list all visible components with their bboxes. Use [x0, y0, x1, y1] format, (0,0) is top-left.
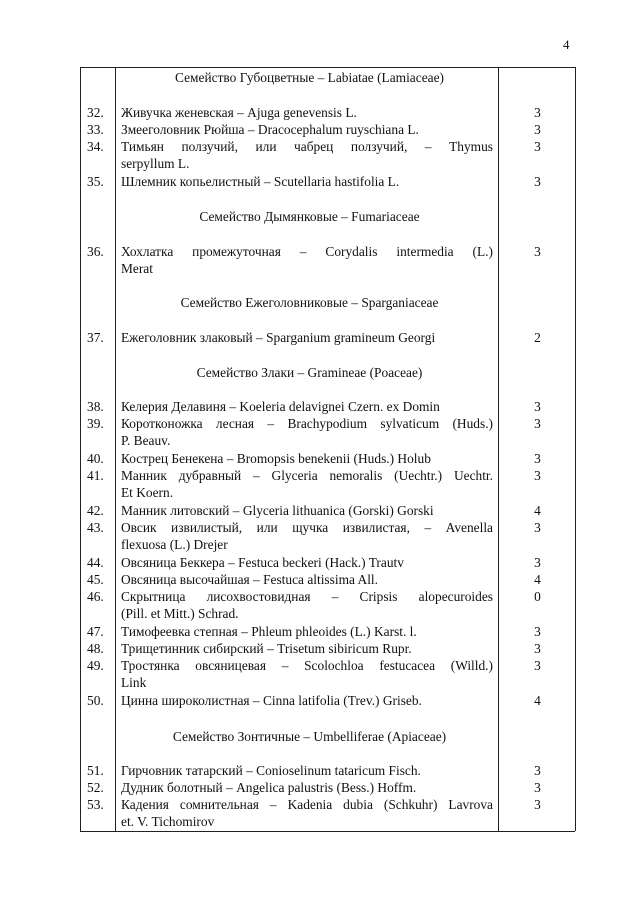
column-divider-number [115, 67, 116, 831]
row-number: 47. [87, 624, 104, 639]
row-number: 51. [87, 763, 104, 778]
status-value: 3 [534, 520, 541, 535]
family-heading: Семейство Зонтичные – Umbelliferae (Apiaceae) [172, 729, 447, 744]
status-value: 3 [534, 105, 541, 120]
status-value: 4 [534, 693, 541, 708]
row-number: 45. [87, 572, 104, 587]
column-divider-status [498, 67, 499, 831]
status-value: 4 [534, 572, 541, 587]
species-name: Гирчовник татарский – Conioselinum tataricum Fisch. [121, 763, 421, 778]
species-name: Змееголовник Рюйша – Dracocephalum ruyschiana L. [121, 122, 419, 137]
status-value: 3 [534, 399, 541, 414]
status-value: 0 [534, 589, 541, 604]
status-value: 3 [534, 244, 541, 259]
row-number: 43. [87, 520, 104, 535]
species-name: Живучка женевская – Ajuga genevensis L. [121, 105, 357, 120]
species-name-continued: P. Beauv. [121, 433, 171, 448]
status-value: 2 [534, 330, 541, 345]
species-name: Шлемник копьелистный – Scutellaria hastifolia L. [121, 174, 400, 189]
species-name: Трищетинник сибирский – Trisetum sibiricum Rupr. [121, 641, 412, 656]
species-name: Цинна широколистная – Cinna latifolia (Trev.) Griseb. [121, 693, 422, 708]
status-value: 3 [534, 658, 541, 673]
species-name-continued: flexuosa (L.) Drejer [121, 537, 228, 552]
row-number: 33. [87, 122, 104, 137]
species-name: Тимьян ползучий, или чабрец ползучий, – Thymus [121, 139, 493, 154]
status-value: 3 [534, 139, 541, 154]
status-value: 3 [534, 122, 541, 137]
page-number: 4 [563, 37, 570, 52]
row-number: 42. [87, 503, 104, 518]
row-number: 32. [87, 105, 104, 120]
species-name: Ежеголовник злаковый – Sparganium gramineum Georgi [121, 330, 436, 345]
species-name: Коротконожка лесная – Brachypodium sylvaticum (Huds.) [121, 416, 493, 431]
status-value: 3 [534, 624, 541, 639]
row-number: 34. [87, 139, 104, 154]
species-name: Тимофеевка степная – Phleum phleoides (L.) Karst. l. [121, 624, 417, 639]
species-name: Манник дубравный – Glyceria nemoralis (Uechtr.) Uechtr. [121, 468, 493, 483]
row-number: 48. [87, 641, 104, 656]
row-number: 39. [87, 416, 104, 431]
table-left-border [80, 67, 81, 831]
species-name: Манник литовский – Glyceria lithuanica (Gorski) Gorski [121, 503, 434, 518]
status-value: 3 [534, 451, 541, 466]
species-name: Кострец Бенекена – Bromopsis benekenii (Huds.) Holub [121, 451, 431, 466]
species-name: Тростянка овсяницевая – Scolochloa festucacea (Willd.) [121, 658, 493, 673]
status-value: 3 [534, 468, 541, 483]
species-name-continued: (Pill. et Mitt.) Schrad. [121, 606, 239, 621]
species-name: Келерия Делавиня – Koeleria delavignei Czern. ex Domin [121, 399, 440, 414]
species-name: Скрытница лисохвостовидная – Cripsis alopecuroides [121, 589, 493, 604]
species-name: Кадения сомнительная – Kadenia dubia (Schkuhr) Lavrova [121, 797, 493, 812]
species-name-continued: Link [121, 675, 147, 690]
family-heading: Семейство Дымянковые – Fumariaceae [199, 209, 420, 224]
row-number: 37. [87, 330, 104, 345]
row-number: 38. [87, 399, 104, 414]
status-value: 3 [534, 797, 541, 812]
status-value: 3 [534, 641, 541, 656]
row-number: 50. [87, 693, 104, 708]
table-right-border [575, 67, 576, 831]
row-number: 44. [87, 555, 104, 570]
row-number: 36. [87, 244, 104, 259]
row-number: 52. [87, 780, 104, 795]
species-name-continued: serpyllum L. [121, 156, 190, 171]
row-number: 35. [87, 174, 104, 189]
row-number: 41. [87, 468, 104, 483]
status-value: 3 [534, 555, 541, 570]
species-name-continued: et. V. Tichomirov [121, 814, 215, 829]
table-bottom-border [80, 831, 575, 832]
status-value: 3 [534, 174, 541, 189]
family-heading: Семейство Злаки – Gramineae (Poaceae) [196, 365, 423, 380]
row-number: 46. [87, 589, 104, 604]
table-top-border [80, 67, 575, 68]
family-heading: Семейство Губоцветные – Labiatae (Lamiaceae) [175, 70, 444, 85]
status-value: 3 [534, 763, 541, 778]
species-name-continued: Merat [121, 261, 153, 276]
species-name: Хохлатка промежуточная – Corydalis intermedia (L.) [121, 244, 493, 259]
family-heading: Семейство Ежеголовниковые – Sparganiaceae [180, 295, 439, 310]
status-value: 3 [534, 416, 541, 431]
species-name: Овсик извилистый, или щучка извилистая, – Avenella [121, 520, 493, 535]
species-name-continued: Et Koern. [121, 485, 174, 500]
row-number: 49. [87, 658, 104, 673]
species-name: Овсяница высочайшая – Festuca altissima All. [121, 572, 378, 587]
status-value: 3 [534, 780, 541, 795]
status-value: 4 [534, 503, 541, 518]
row-number: 53. [87, 797, 104, 812]
row-number: 40. [87, 451, 104, 466]
species-name: Дудник болотный – Angelica palustris (Bess.) Hoffm. [121, 780, 417, 795]
species-name: Овсяница Беккера – Festuca beckeri (Hack.) Trautv [121, 555, 404, 570]
